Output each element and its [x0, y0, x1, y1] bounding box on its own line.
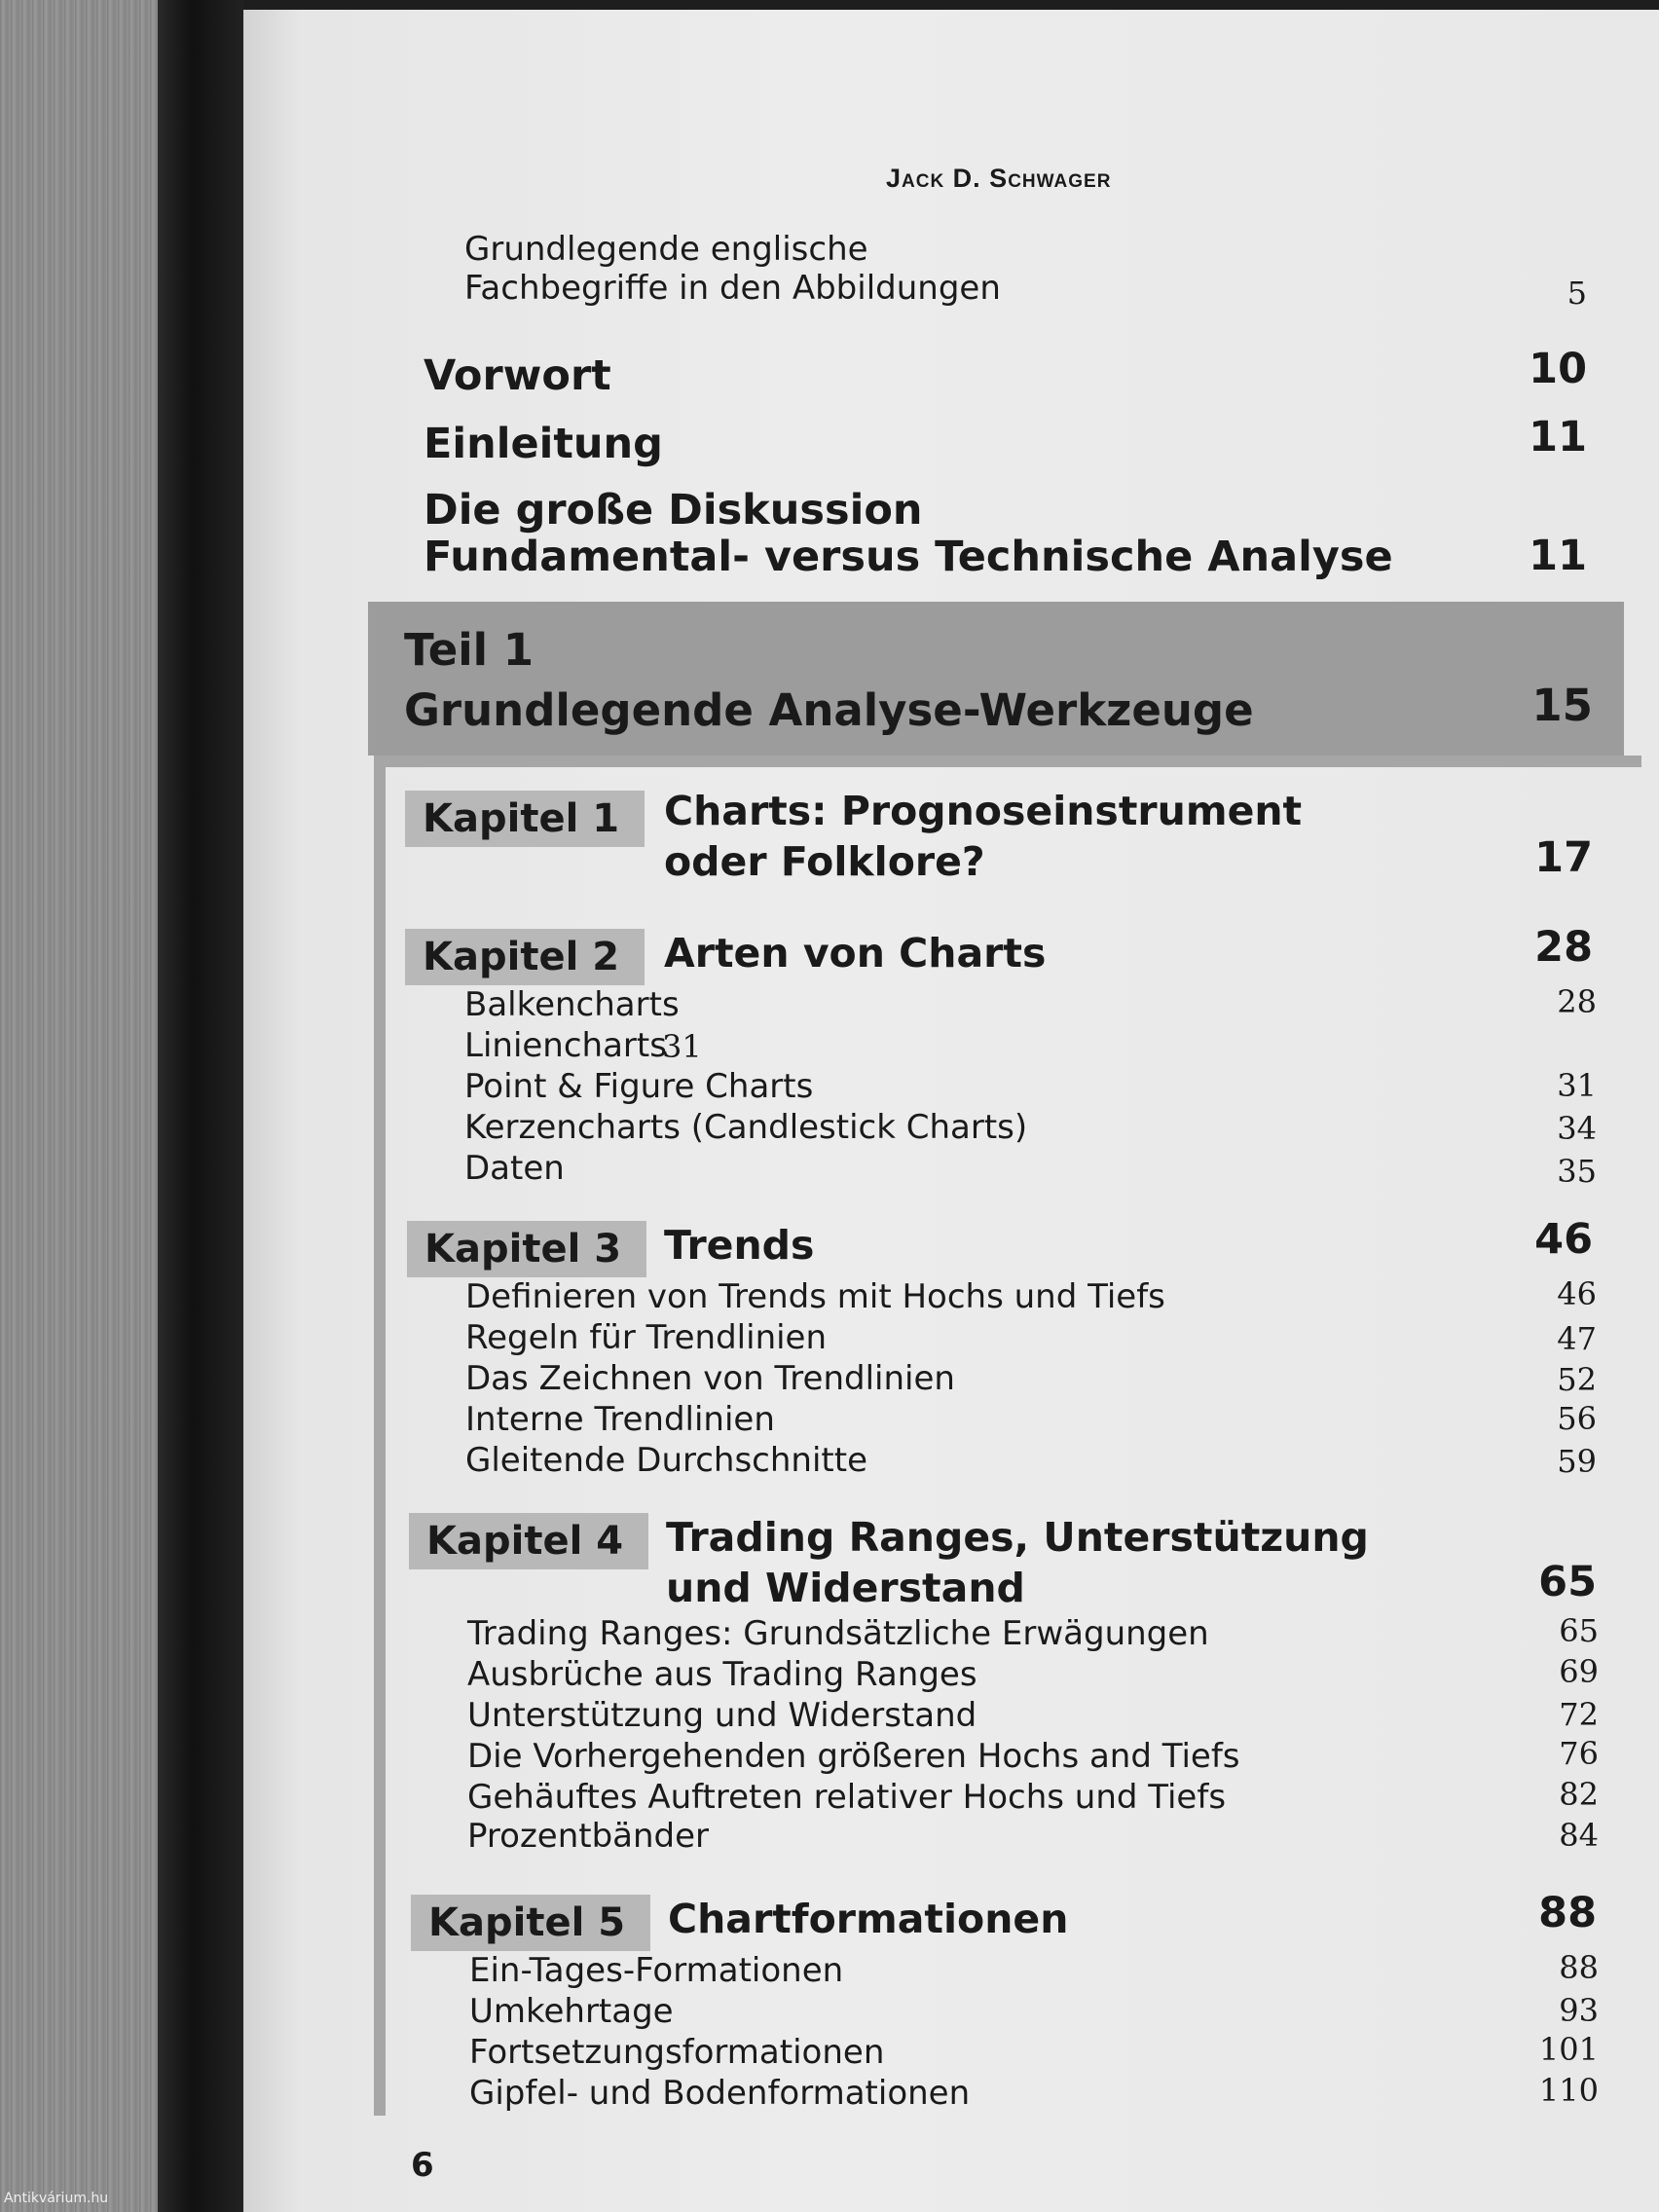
section-title: Trading Ranges: Grundsätzliche Erwägungen — [467, 1614, 1209, 1653]
section-page: 56 — [1557, 1400, 1597, 1437]
section-title: Gleitende Durchschnitte — [465, 1441, 867, 1480]
toc-glossary-line2: Fachbegriffe in den Abbildungen — [464, 269, 1001, 308]
chapter-5-page: 88 — [1538, 1889, 1597, 1937]
section-title: Interne Trendlinien — [465, 1400, 775, 1439]
section-page: 72 — [1559, 1696, 1599, 1733]
section-page: 47 — [1557, 1320, 1597, 1357]
toc-einleitung: Einleitung — [424, 420, 663, 468]
chapter-4-page: 65 — [1538, 1558, 1597, 1606]
section-page: 82 — [1559, 1776, 1599, 1813]
toc-einleitung-page: 11 — [1529, 413, 1587, 461]
section-title: Daten — [464, 1149, 565, 1188]
chapter-3-page: 46 — [1534, 1215, 1593, 1264]
section-page: 34 — [1557, 1110, 1597, 1147]
section-title: Ein-Tages-Formationen — [469, 1951, 844, 1990]
toc-glossary-page: 5 — [1567, 275, 1587, 312]
section-page: 69 — [1559, 1653, 1599, 1690]
watermark: Antikvárium.hu — [4, 2191, 109, 2206]
section-page: 52 — [1557, 1361, 1597, 1398]
section-title: Umkehrtage — [469, 1992, 674, 2031]
chapter-4-label: Kapitel 4 — [409, 1513, 648, 1569]
toc-glossary-line1: Grundlegende englische — [464, 230, 868, 269]
section-title: Unterstützung und Widerstand — [467, 1696, 977, 1735]
section-title: Liniencharts — [464, 1026, 667, 1065]
section-title: Balkencharts — [464, 985, 680, 1024]
book-spine — [158, 0, 243, 2212]
section-title: Gipfel- und Bodenformationen — [469, 2074, 971, 2113]
page-folio: 6 — [411, 2146, 434, 2185]
section-page: 110 — [1538, 2072, 1599, 2109]
section-page: 76 — [1559, 1735, 1599, 1772]
chapter-2-label: Kapitel 2 — [405, 929, 645, 985]
part-title: Grundlegende Analyse-Werkzeuge — [404, 684, 1254, 736]
chapter-2-title: Arten von Charts — [664, 930, 1047, 977]
chapter-5-label: Kapitel 5 — [411, 1895, 650, 1951]
toc-vorwort-page: 10 — [1529, 345, 1587, 393]
section-title: Ausbrüche aus Trading Ranges — [467, 1655, 977, 1694]
section-title: Definieren von Trends mit Hochs und Tiefs — [465, 1277, 1165, 1316]
section-page: 28 — [1557, 983, 1597, 1020]
chapter-2-page: 28 — [1534, 923, 1593, 972]
chapter-3-label: Kapitel 3 — [407, 1221, 646, 1277]
section-title: Point & Figure Charts — [464, 1067, 814, 1106]
chapter-1-page: 17 — [1534, 833, 1593, 882]
section-page: 46 — [1557, 1275, 1597, 1312]
chapter-3-title: Trends — [664, 1222, 815, 1269]
section-page: 31 — [662, 1028, 702, 1065]
section-page: 93 — [1559, 1992, 1599, 2029]
section-title: Das Zeichnen von Trendlinien — [465, 1359, 955, 1398]
section-page: 101 — [1538, 2031, 1599, 2068]
chapter-5-title: Chartformationen — [668, 1896, 1069, 1942]
section-page: 31 — [1557, 1067, 1597, 1104]
section-page: 65 — [1559, 1612, 1599, 1649]
section-title: Gehäuftes Auftreten relativer Hochs und Tiefs — [467, 1778, 1227, 1817]
section-title: Regeln für Trendlinien — [465, 1318, 828, 1357]
section-title: Die Vorhergehenden größeren Hochs and Tiefs — [467, 1737, 1240, 1776]
section-title: Prozentbänder — [467, 1817, 710, 1856]
running-head: Jack D. Schwager — [886, 164, 1112, 193]
chapter-1-title-line1: Charts: Prognoseinstrument — [664, 788, 1303, 834]
chapter-4-title-line1: Trading Ranges, Unterstützung — [666, 1514, 1369, 1561]
section-page: 84 — [1559, 1817, 1599, 1854]
chapter-4-title-line2: und Widerstand — [666, 1565, 1025, 1611]
toc-diskussion-page: 11 — [1529, 532, 1587, 580]
toc-diskussion-line2: Fundamental- versus Technische Analyse — [424, 533, 1393, 581]
toc-diskussion-line1: Die große Diskussion — [424, 486, 923, 535]
section-title: Kerzencharts (Candlestick Charts) — [464, 1108, 1028, 1147]
section-page: 88 — [1559, 1949, 1599, 1986]
section-page: 35 — [1557, 1153, 1597, 1190]
chapter-1-label: Kapitel 1 — [405, 791, 645, 847]
toc-vorwort: Vorwort — [424, 351, 611, 400]
part-page: 15 — [1531, 680, 1593, 731]
section-title: Fortsetzungsformationen — [469, 2033, 885, 2072]
part-label: Teil 1 — [404, 624, 535, 676]
chapter-1-title-line2: oder Folklore? — [664, 838, 985, 885]
section-page: 59 — [1557, 1443, 1597, 1480]
